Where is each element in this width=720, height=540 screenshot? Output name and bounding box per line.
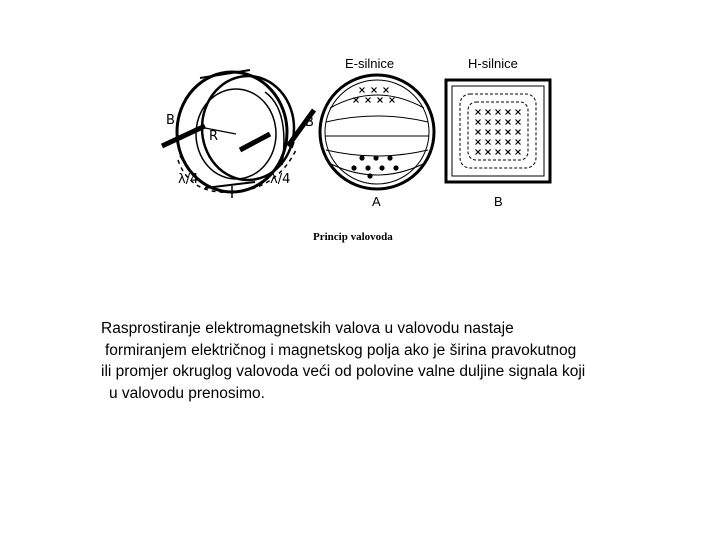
dot-marker xyxy=(359,155,364,160)
panel-b-sublabel: B xyxy=(494,194,503,209)
panel-b-crosses xyxy=(476,110,521,155)
panel-b-title: H-silnice xyxy=(468,56,518,71)
description-line: formiranjem električnog i magnetskog polja ako je širina pravokutnog xyxy=(105,341,577,359)
dot-marker xyxy=(367,173,372,178)
panel-a-title: E-silnice xyxy=(345,56,395,71)
label-quarter-right: λ/4 xyxy=(270,172,291,187)
dot-marker xyxy=(379,165,384,170)
dot-marker xyxy=(393,165,398,170)
label-quarter-left: λ/4 xyxy=(178,172,199,187)
dot-marker xyxy=(373,155,378,160)
panel-a-sublabel: A xyxy=(372,194,381,209)
panel-b-rect-diagram xyxy=(446,80,550,182)
description-line: ili promjer okruglog valovoda veći od polovine valne duljine signala koji xyxy=(101,363,586,380)
waveguide-figure xyxy=(0,0,720,260)
description-line: Rasprostiranje elektromagnetskih valova u valovodu nastaje xyxy=(101,320,514,337)
label-b-left: B xyxy=(166,113,175,128)
dot-marker xyxy=(351,165,356,170)
dot-marker xyxy=(365,165,370,170)
label-r: R xyxy=(209,129,219,144)
dot-marker xyxy=(387,155,392,160)
label-b-right: B xyxy=(305,115,314,130)
panel-a-circle-diagram xyxy=(320,75,434,189)
figure-caption: Princip valovoda xyxy=(313,231,393,243)
description-line: u valovodu prenosimo. xyxy=(109,384,265,402)
description-text xyxy=(101,318,681,404)
